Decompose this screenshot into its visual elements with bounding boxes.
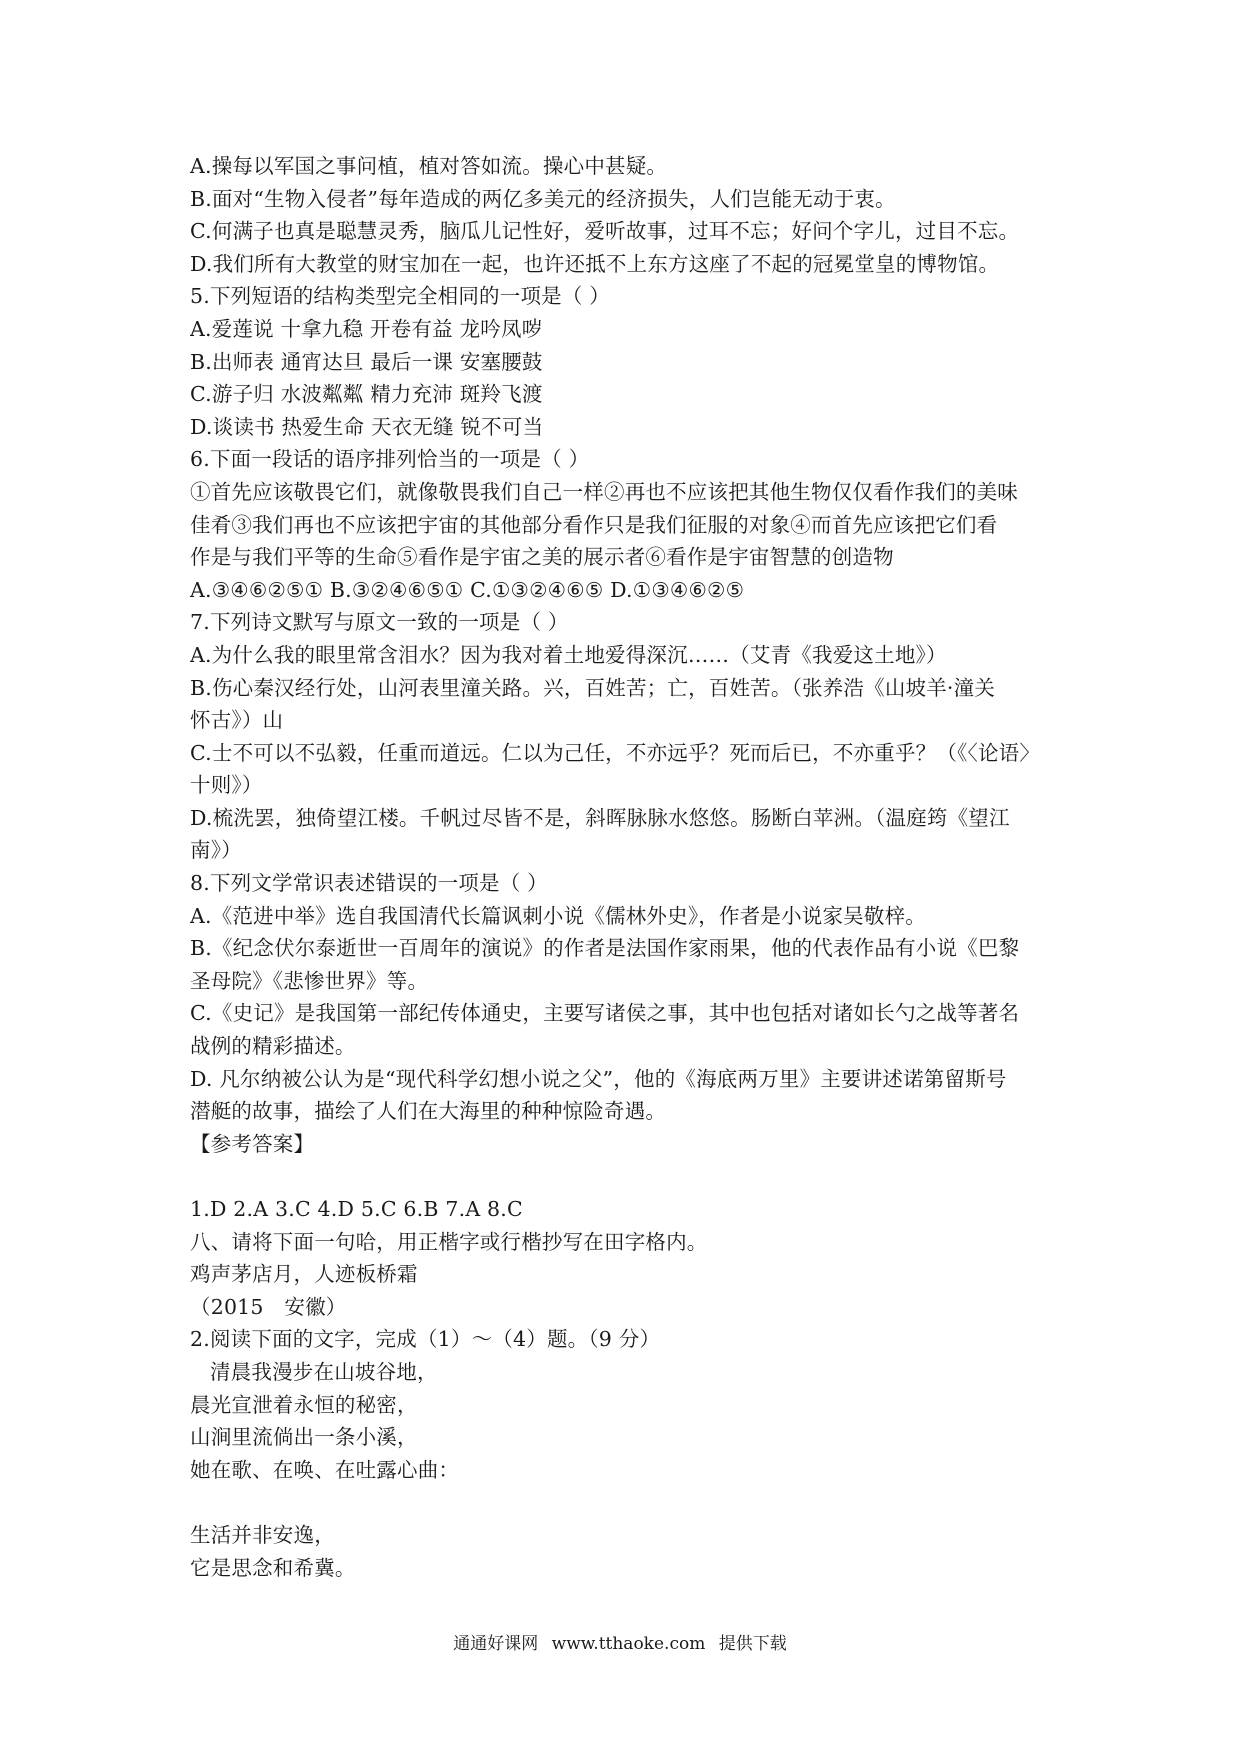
q5-option-d: D.谈读书 热爱生命 天衣无缝 锐不可当 (190, 414, 544, 439)
poem-line: 它是思念和希冀。 (190, 1555, 356, 1580)
document-body (190, 150, 1070, 1584)
q8-option-line: B.《纪念伏尔泰逝世一百周年的演说》的作者是法国作家雨果，他的代表作品有小说《巴黎 (190, 936, 1020, 961)
q8-option-line: C.《史记》是我国第一部纪传体通史，主要写诸侯之事，其中也包括对诸如长勺之战等著名 (190, 1001, 1020, 1026)
footer-url: www.tthaoke.com (551, 1634, 706, 1654)
q6-passage-line: 作是与我们平等的生命⑤看作是宇宙之美的展示者⑥看作是宇宙智慧的创造物 (190, 545, 894, 570)
blank-line (190, 1160, 1070, 1193)
q6-stem: 6.下面一段话的语序排列恰当的一项是（ ） (190, 447, 590, 472)
q4-option-b: B.面对“生物入侵者”每年造成的两亿多美元的经济损失，人们岂能无动于衷。 (190, 186, 896, 211)
answer-header: 【参考答案】 (190, 1131, 315, 1156)
q5-option-c: C.游子归 水波粼粼 精力充沛 斑羚飞渡 (190, 382, 543, 407)
blank-line (190, 1486, 1070, 1519)
page-footer (0, 1632, 1240, 1656)
reading-stem: 2.阅读下面的文字，完成（1）～（4）题。（9 分） (190, 1327, 661, 1352)
section-8-title: 八、请将下面一句哈，用正楷字或行楷抄写在田字格内。 (190, 1229, 708, 1254)
poem-line: 清晨我漫步在山坡谷地， (210, 1359, 438, 1384)
q8-option-line: 圣母院》《悲惨世界》等。 (190, 968, 429, 993)
section-8-text: 鸡声茅店月，人迹板桥霜 (190, 1262, 418, 1287)
q5-option-a: A.爱莲说 十拿九稳 开卷有益 龙吟凤哕 (190, 316, 543, 341)
q5-stem: 5.下列短语的结构类型完全相同的一项是（ ） (190, 284, 610, 309)
q7-option-line: 十则》） (190, 773, 263, 798)
q7-option-line: C.士不可以不弘毅，任重而道远。仁以为己任，不亦远乎？死而后已，不亦重乎？（《〈论语〉 (190, 740, 1041, 765)
q5-option-b: B.出师表 通宵达旦 最后一课 安塞腰鼓 (190, 349, 543, 374)
poem-line: 山涧里流倘出一条小溪， (190, 1425, 418, 1450)
q7-option-line: 怀古》）山 (190, 708, 284, 733)
q6-passage-line: 佳肴③我们再也不应该把宇宙的其他部分看作只是我们征服的对象④而首先应该把它们看 (190, 512, 998, 537)
q7-option-line: D.梳洗罢，独倚望江楼。千帆过尽皆不是，斜晖脉脉水悠悠。肠断白苹洲。（温庭筠《望江 (190, 805, 1010, 830)
q4-option-d: D.我们所有大教堂的财宝加在一起，也许还抵不上东方这座了不起的冠冕堂皇的博物馆。 (190, 251, 1000, 276)
q7-option-line: B.伤心秦汉经行处，山河表里潼关路。兴，百姓苦；亡，百姓苦。（张养浩《山坡羊·潼关 (190, 675, 996, 700)
poem-line: 她在歌、在唤、在吐露心曲： (190, 1457, 460, 1482)
q7-option-line: 南》） (190, 838, 242, 863)
answer-key: 1.D 2.A 3.C 4.D 5.C 6.B 7.A 8.C (190, 1197, 523, 1221)
q8-option-line: 潜艇的故事，描绘了人们在大海里的种种惊险奇遇。 (190, 1099, 667, 1124)
poem-line: 晨光宣泄着永恒的秘密， (190, 1392, 418, 1417)
poem-line: 生活并非安逸， (190, 1522, 335, 1547)
q8-option-line: A.《范进中举》选自我国清代长篇讽刺小说《儒林外史》，作者是小说家吴敬梓。 (190, 903, 926, 928)
footer-site-name: 通通好课网 (453, 1634, 539, 1654)
q4-option-c: C.何满子也真是聪慧灵秀，脑瓜儿记性好，爱听故事，过耳不忘；好问个字儿，过目不忘。 (190, 219, 1020, 244)
q7-option-line: A.为什么我的眼里常含泪水？因为我对着土地爱得深沉……（艾青《我爱这土地》） (190, 642, 947, 667)
footer-note: 提供下载 (718, 1634, 787, 1654)
q6-options: A.③④⑥②⑤① B.③②④⑥⑤① C.①③②④⑥⑤ D.①③④⑥②⑤ (190, 577, 745, 602)
q4-option-a: A.操每以军国之事问植，植对答如流。操心中甚疑。 (190, 154, 668, 178)
q7-stem: 7.下列诗文默写与原文一致的一项是（ ） (190, 610, 569, 635)
source-note: （2015 安徽） (190, 1294, 347, 1319)
q8-option-line: D. 凡尔纳被公认为是“现代科学幻想小说之父”，他的《海底两万里》主要讲述诺第留斯号 (190, 1066, 1007, 1091)
q8-option-line: 战例的精彩描述。 (190, 1034, 356, 1059)
q8-stem: 8.下列文学常识表述错误的一项是（ ） (190, 871, 548, 896)
q6-passage-line: ①首先应该敬畏它们，就像敬畏我们自己一样②再也不应该把其他生物仅仅看作我们的美味 (190, 479, 1018, 504)
